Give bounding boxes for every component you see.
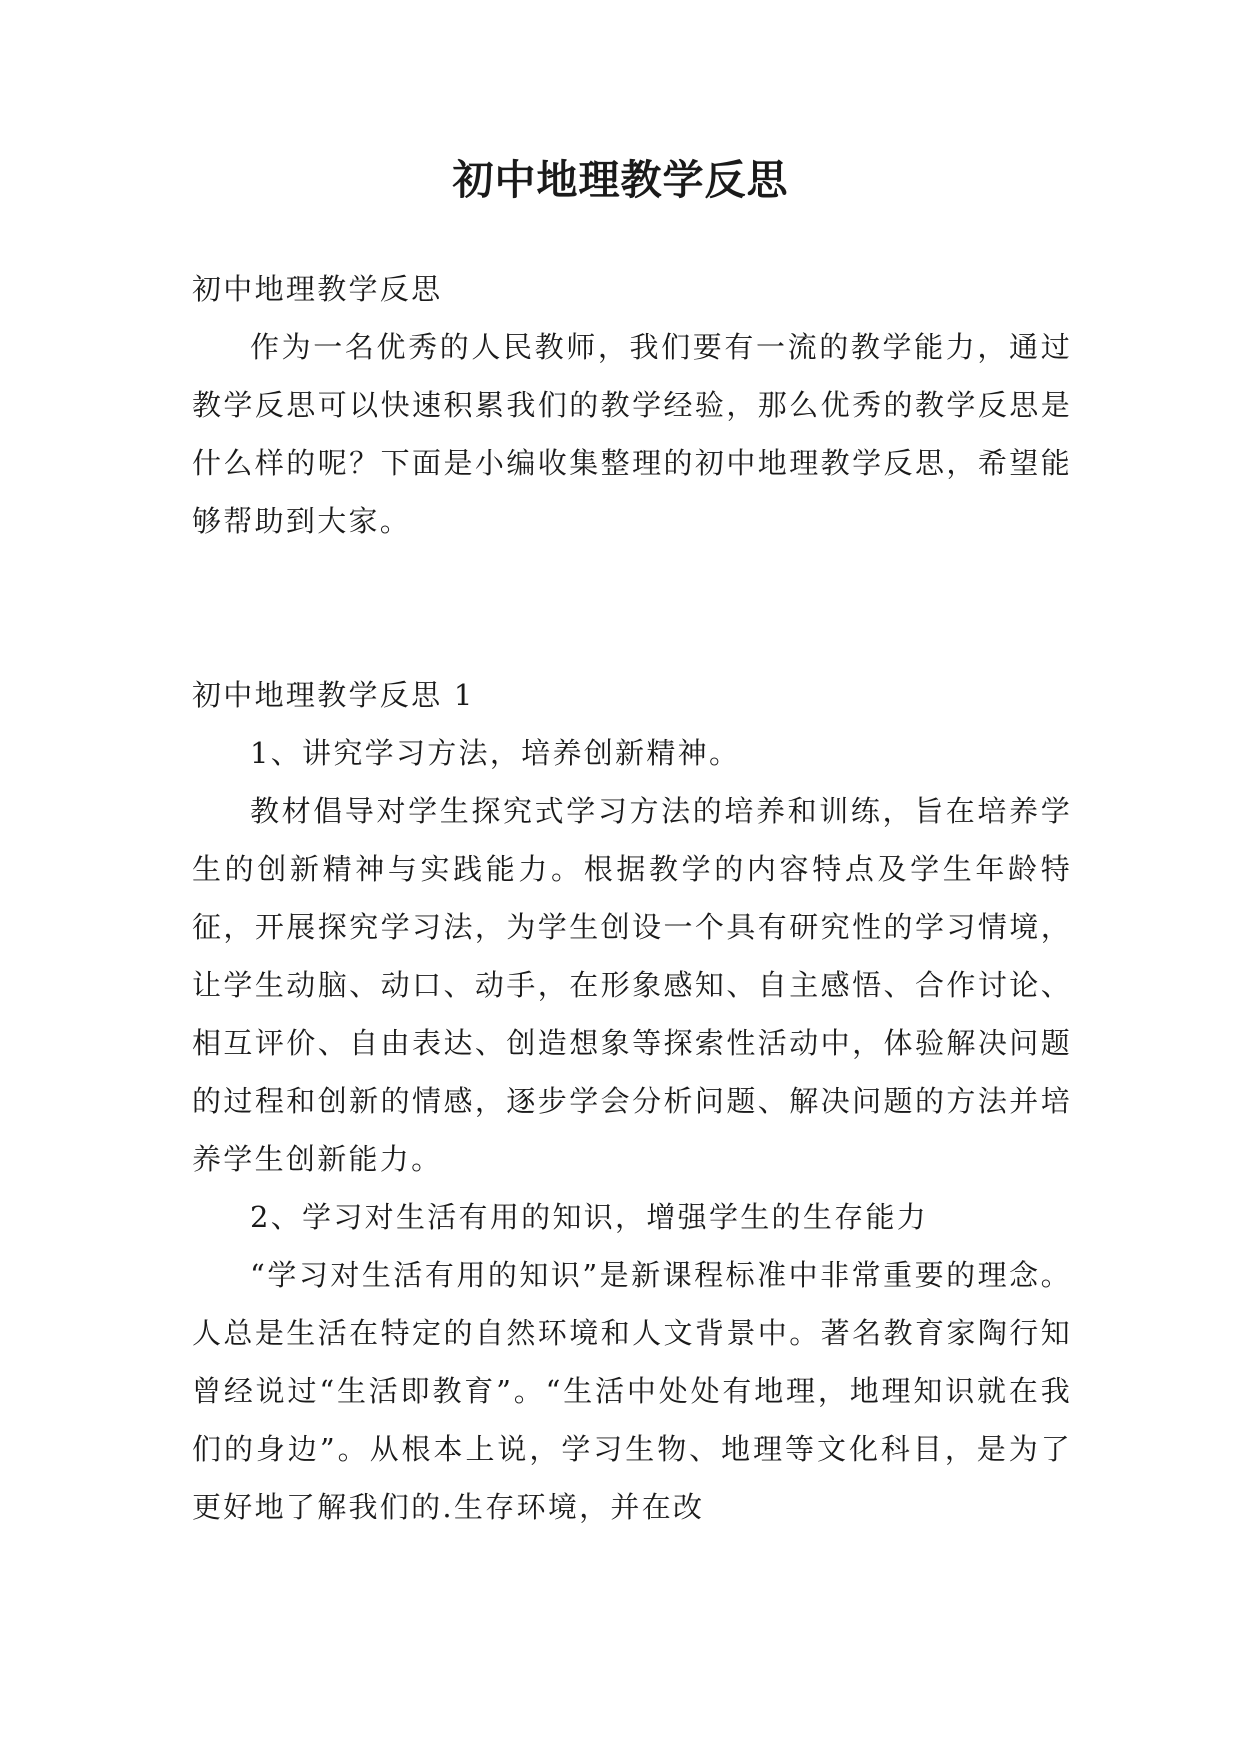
document-title: 初中地理教学反思 [452, 156, 789, 204]
intro-heading: 初中地理教学反思 [192, 272, 443, 306]
intro-paragraph: 作为一名优秀的人民教师，我们要有一流的教学能力，通过教学反思可以快速积累我们的教学经验，那么优秀的教学反思是什么样的呢？下面是小编收集整理的初中地理教学反思，希望能够帮助到大家。 [192, 330, 1072, 538]
document-body [192, 260, 1072, 1536]
point-paragraph: “学习对生活有用的知识”是新课程标准中非常重要的理念。人总是生活在特定的自然环境和人文背景中。著名教育家陶行知曾经说过“生活即教育”。“生活中处处有地理，地理知识就在我们的身边”。从根本上说，学习生物、地理等文化科目，是为了更好地了解我们的.生存环境，并在改 [192, 1258, 1072, 1524]
point-title: 1、讲究学习方法，培养创新精神。 [250, 736, 741, 770]
point-paragraph: 教材倡导对学生探究式学习方法的培养和训练，旨在培养学生的创新精神与实践能力。根据教学的内容特点及学生年龄特征，开展探究学习法，为学生创设一个具有研究性的学习情境，让学生动脑、动口、动手，在形象感知、自主感悟、合作讨论、相互评价、自由表达、创造想象等探索性活动中，体验解决问题的过程和创新的情感，逐步学会分析问题、解决问题的方法并培养学生创新能力。 [192, 794, 1072, 1176]
section-spacer [192, 550, 1072, 666]
point-title: 2、学习对生活有用的知识，增强学生的生存能力 [250, 1200, 929, 1234]
section-heading: 初中地理教学反思 1 [192, 678, 475, 712]
